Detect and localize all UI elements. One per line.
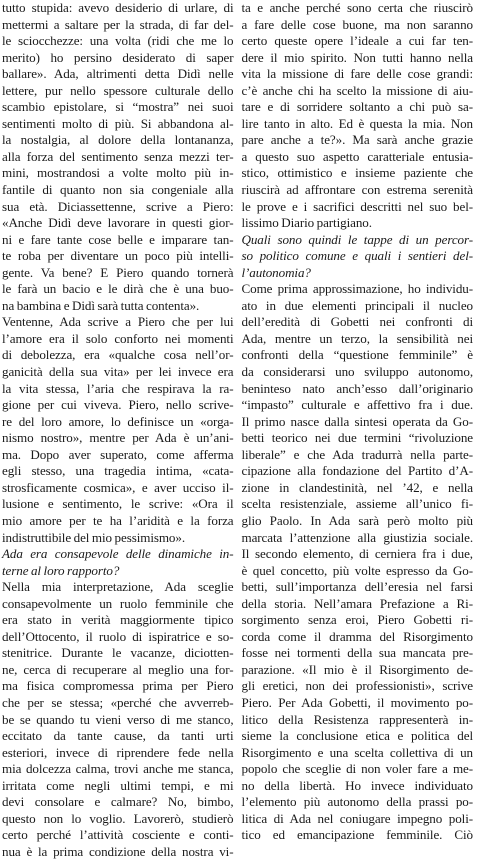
text-line: sieme la conclusione etica e politica del (241, 728, 473, 744)
text-line: dell’Ottocento, il ruolo di ispiratrice e so- (2, 628, 234, 644)
text-line: litica di Ada nel coniugare impegno poli- (241, 810, 473, 826)
text-line: «Anche Didì deve lavorare in questi gior- (2, 215, 234, 231)
text-line: stico, ottimistico e insieme paziente che (241, 165, 473, 181)
text-line: gente. Va bene? E Piero quando tornerà (2, 264, 234, 280)
text-line: Il primo nasce dalla sintesi operata da Go- (241, 413, 473, 429)
text-line: marcata l’attenzione alla giustizia sociale. (241, 529, 473, 545)
text-line: pare anche a te?». Ma sarà anche grazie (241, 132, 473, 148)
text-line: beninteso nato anch’esso dall’originario (241, 380, 473, 396)
text-line: fosse nei tormenti della sua mancata pre- (241, 645, 473, 661)
text-line: l’elemento più autonomo della prassi po- (241, 794, 473, 810)
text-line: mini, mostrandosi a volte molto più in- (2, 165, 234, 181)
text-line: stenitrice. Durante le vacanze, diciotten- (2, 645, 234, 661)
text-line: gli eretici, non dei professionisti», scrive (241, 678, 473, 694)
text-line: devi consolare e calmare? No, bimbo, (2, 794, 234, 810)
text-line: re del loro amore, lo definisce un «orga- (2, 413, 234, 429)
interview-question-line: Ada era consapevole delle dinamiche in- (2, 546, 234, 562)
text-line: glio Paolo. In Ada sarà però molto più (241, 512, 473, 528)
text-line: scelta resistenziale, assieme all’unico fi- (241, 496, 473, 512)
text-line: fantile di quanto non sia congeniale alla (2, 182, 234, 198)
text-line: certo perché l’attività cosciente e conti- (2, 827, 234, 843)
text-line: dell’eredità di Gobetti nei confronti di (241, 314, 473, 330)
text-line: corda come il dramma del Risorgimento (241, 628, 473, 644)
text-line: strosficamente cosmica», e aver ucciso il- (2, 479, 234, 495)
text-line: egli stesso, una tragedia intima, «cata- (2, 463, 234, 479)
text-line: dere il mio spirito. Non tutti hanno nella (241, 49, 473, 65)
text-line: ni e fare tante cose belle e imparare tan- (2, 231, 234, 247)
text-line: è quel concetto, più volte espresso da Go- (241, 562, 473, 578)
text-line: merito) ho persino desiderato di saper (2, 49, 234, 65)
text-line: consapevolmente un ruolo femminile che (2, 595, 234, 611)
text-line: Piero. Per Ada Gobetti, il movimento po- (241, 694, 473, 710)
text-line: le prove e i sacrifici descritti nel suo bel- (241, 198, 473, 214)
text-line: ballare». Ada, altrimenti detta Didì nelle (2, 66, 234, 82)
text-line: tutto stupida: avevo desiderio di urlare, di (2, 0, 234, 15)
text-line: esteriori, invece di riprendere fede nella (2, 744, 234, 760)
text-line: lusione e sentimento, le scrive: «Ora il (2, 496, 234, 512)
text-line: questo non lo voglio. Lavorerò, studierò (2, 810, 234, 826)
text-line: popolo che sceglie di non voler fare a me- (241, 761, 473, 777)
interview-question-line: terne al loro rapporto? (2, 562, 120, 578)
interview-question-line: so politico comune e quali i sentieri del- (241, 248, 473, 264)
text-line: eccitato da tante cause, da tanti urti (2, 728, 234, 744)
text-line: cipazione alla fondazione del Partito d’A- (241, 463, 473, 479)
text-line: mio amore per te ha l’aridità e la forza (2, 512, 234, 528)
text-line: tico ed emancipazione femminile. Ciò (241, 827, 473, 843)
text-line: nua è la prima condizione della nostra vi- (2, 843, 234, 859)
text-line: di debolezza, era «qualche cosa nell’or- (2, 347, 234, 363)
text-line: zione in clandestinità, nel ’42, e nella (241, 479, 473, 495)
text-line: vita la missione di fare delle cose grandi: (241, 66, 473, 82)
text-line: confronti della “questione femminile” è (241, 347, 473, 363)
text-line: le sciocchezze: una volta (ridi che me lo (2, 33, 234, 49)
text-line: che per se stessa; «perché che avverreb- (2, 694, 234, 710)
text-line: lettere, pur nello spessore culturale dello (2, 82, 234, 98)
text-line: l’amore era il solo conforto nei momenti (2, 330, 234, 346)
text-line: riuscirà ad affrontare con estrema serenità (241, 182, 473, 198)
left-text-column (2, 0, 234, 859)
interview-question-line: l’autonomia? (241, 264, 311, 280)
text-line: scambio epistolare, si “mostra” nei suoi (2, 99, 234, 115)
text-line: ma fisica compromessa prima per Piero (2, 678, 234, 694)
text-line: irritata come negli ultimi tempi, e mi (2, 777, 234, 793)
text-line: Ada, mentre un terzo, la sensibilità nei (241, 330, 473, 346)
text-line: sentimenti molto di più. Si abbandona al- (2, 115, 234, 131)
text-line: litico della Resistenza rappresenterà in- (241, 711, 473, 727)
text-line: mettermi a saltare per la strada, di far del- (2, 16, 234, 32)
text-line: liberale” e che Ada tradurrà nella parte- (241, 446, 473, 462)
text-line: indistruttibile del mio pessimismo». (2, 529, 186, 545)
text-line: be se quando tu vieni verso di me stanco, (2, 711, 234, 727)
text-line: da considerarsi uno sviluppo autonomo, (241, 364, 473, 380)
text-line: Ventenne, Ada scrive a Piero che per lui (2, 314, 234, 330)
text-line: ma. Dopo aver superato, come afferma (2, 446, 234, 462)
text-line: mia dolcezza calma, trovi anche me stanca, (2, 761, 234, 777)
text-line: alla forza del sentimento senza mezzi ter- (2, 148, 234, 164)
text-line: betti, sull’importanza dell’eresia nel farsi (241, 579, 473, 595)
text-line: Il secondo elemento, di cerniera fra i due, (241, 546, 473, 562)
text-line: le farà un bacio e le dirà che è una buo- (2, 281, 234, 297)
text-line: a questo suo aspetto caratteriale entusia- (241, 148, 473, 164)
text-line: Nella mia interpretazione, Ada sceglie (2, 579, 234, 595)
text-line: la nostalgia, al dolore della lontananza, (2, 132, 234, 148)
text-line: no della libertà. Ho invece individuato (241, 777, 473, 793)
text-line: gione per cui viveva. Piero, nello scrive- (2, 397, 234, 413)
text-line: della storia. Nell’amara Prefazione a Ri- (241, 595, 473, 611)
text-line: te roba per diventare un poco più intelli- (2, 248, 234, 264)
text-line: na bambina e Didì sarà tutta contenta». (2, 297, 200, 313)
text-line: nismo nostro», mentre per Ada è un’ani- (2, 430, 234, 446)
text-line: certo queste opere l’ideale a cui far ten- (241, 33, 473, 49)
text-line: Come prima approssimazione, ho individu- (241, 281, 473, 297)
text-line: sua età. Diciassettenne, scrive a Piero: (2, 198, 234, 214)
text-line: ganicità della sua vita» per lei invece era (2, 364, 234, 380)
text-line: betti teorico nei due termini “rivoluzione (241, 430, 473, 446)
text-line: Risorgimento e una scelta collettiva di un (241, 744, 473, 760)
interview-question-line: Quali sono quindi le tappe di un percor- (241, 231, 473, 247)
text-line: ne, cerca di recuperare al meglio una for- (2, 661, 234, 677)
text-line: ato in due elementi principali il nucleo (241, 297, 473, 313)
text-line: la vita stessa, l’aria che respirava la ra- (2, 380, 234, 396)
text-line: ta e anche perché sono certa che riuscirò (241, 0, 473, 15)
text-line: lissimo Diario partigiano. (241, 215, 372, 231)
text-line: tare e di sorridere soltanto a chi può sa- (241, 99, 473, 115)
text-line: sorgimento senza eroi, Piero Gobetti ri- (241, 612, 473, 628)
text-line: lire tanto in alto. Ed è questa la mia. Non (241, 115, 473, 131)
right-text-column (241, 0, 474, 843)
text-line: c’è anche chi ha scelto la missione di aiu- (241, 82, 473, 98)
text-line: era stato in verità maggiormente tipico (2, 612, 234, 628)
text-line: “impasto” culturale e affettivo fra i due. (241, 397, 473, 413)
text-line: a fare delle cose buone, ma non saranno (241, 16, 473, 32)
text-line: parazione. «Il mio è il Risorgimento de- (241, 661, 473, 677)
